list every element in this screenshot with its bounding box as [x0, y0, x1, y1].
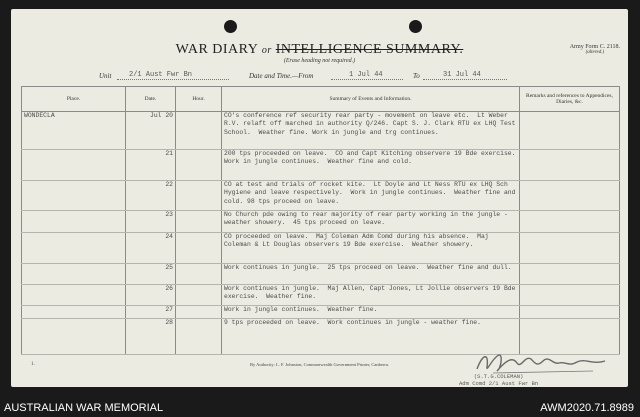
army-form-id	[570, 44, 620, 55]
to-line	[423, 79, 507, 80]
cell-hour	[176, 211, 222, 233]
col-date: Date.	[126, 87, 176, 112]
col-remarks: Remarks and references to Appendices, Diaries, &c.	[520, 87, 620, 112]
cell-remarks	[520, 285, 620, 306]
to-value: 31 Jul 44	[443, 71, 481, 79]
cell-date: 27	[126, 306, 176, 319]
cell-place	[22, 264, 126, 285]
cell-hour	[176, 181, 222, 211]
printer-credit: By Authority: L. F. Johnston, Commonwealth Government Printer, Canberra.	[249, 362, 390, 367]
cell-hour	[176, 285, 222, 306]
cell-place	[22, 285, 126, 306]
cell-place	[22, 211, 126, 233]
table-row	[22, 264, 620, 285]
cell-date: Jul 20	[126, 112, 176, 150]
table-row	[22, 150, 620, 181]
cell-remarks	[520, 233, 620, 264]
table-row	[22, 306, 620, 319]
col-place: Place.	[22, 87, 126, 112]
cell-summary: Work in jungle continues. Weather fine.	[222, 306, 520, 319]
signature-block	[459, 373, 538, 387]
table-row	[22, 112, 620, 150]
cell-hour	[176, 306, 222, 319]
table-header-row	[22, 87, 620, 112]
punch-hole	[409, 20, 422, 33]
cell-summary: No Church pde owing to rear majority of rear party working in the jungle - weather showery. 45 tps proceed on leave.	[222, 211, 520, 233]
signatory-name: (S.T.G.COLEMAN)	[473, 373, 524, 380]
archive-caption: AUSTRALIAN WAR MEMORIAL	[4, 402, 164, 414]
cell-summary: CO at test and trials of rocket kite. Lt Doyle and Lt Ness RTU ex LHQ Sch Hygiene and leave respectively. Work in jungle continues. Weather fine and cold. 98 tps proceed on leave.	[222, 181, 520, 211]
cell-remarks	[520, 112, 620, 150]
col-summary: Summary of Events and Information.	[222, 87, 520, 112]
table-row	[22, 211, 620, 233]
cell-date: 28	[126, 319, 176, 355]
title-or: or	[261, 45, 272, 56]
cell-summary: Work continues in jungle. Maj Allen, Capt Jones, Lt Jollie observers 19 Bde exercise. Weather fine.	[222, 285, 520, 306]
col-hour: Hour.	[176, 87, 222, 112]
cell-place: WONDECLA	[22, 112, 126, 150]
table-row	[22, 233, 620, 264]
cell-date: 26	[126, 285, 176, 306]
cell-date: 21	[126, 150, 176, 181]
archive-id: AWM2020.71.8989	[540, 402, 634, 414]
cell-remarks	[520, 306, 620, 319]
unit-value: 2/1 Aust Fwr Bn	[129, 71, 193, 79]
form-subtitle: (Erase heading not required.)	[283, 58, 356, 64]
form-id-sub: (altered.)	[585, 50, 605, 55]
cell-hour	[176, 112, 222, 150]
form-id-label: Army Form C. 2118.	[569, 44, 620, 50]
cell-hour	[176, 150, 222, 181]
page-mark: 1.	[31, 362, 35, 367]
signatory-title: Adm Comd 2/1 Aust Fwr Bn	[459, 380, 539, 387]
cell-place	[22, 319, 126, 355]
date-label: Date and Time.—From	[249, 72, 314, 80]
table-row	[22, 285, 620, 306]
cell-summary: CO's conference ref security rear party - movement on leave etc. Lt Weber R.V. relaft off marched in authority Q/246. Capt S. J. Clark RTU ex LHQ Test School. Weather fine. Work in jungle and trg continues.	[222, 112, 520, 150]
cell-hour	[176, 264, 222, 285]
cell-hour	[176, 319, 222, 355]
cell-date: 25	[126, 264, 176, 285]
punch-hole	[224, 20, 237, 33]
cell-summary: 9 tps proceeded on leave. Work continues in jungle - weather fine.	[222, 319, 520, 355]
cell-place	[22, 181, 126, 211]
cell-hour	[176, 233, 222, 264]
unit-line	[117, 79, 229, 80]
form-title	[11, 42, 628, 58]
cell-remarks	[520, 264, 620, 285]
cell-place	[22, 306, 126, 319]
title-main: WAR DIARY	[175, 42, 258, 57]
cell-place	[22, 150, 126, 181]
cell-date: 22	[126, 181, 176, 211]
from-line	[331, 79, 403, 80]
cell-summary: Work continues in jungle. 25 tps proceed on leave. Weather fine and dull.	[222, 264, 520, 285]
table-row	[22, 181, 620, 211]
diary-sheet	[11, 9, 628, 387]
cell-place	[22, 233, 126, 264]
unit-label: Unit	[99, 72, 112, 80]
title-struck: INTELLIGENCE SUMMARY.	[275, 42, 464, 57]
cell-date: 23	[126, 211, 176, 233]
diary-table	[21, 86, 620, 355]
cell-remarks	[520, 181, 620, 211]
cell-summary: 200 tps proceeded on leave. CO and Capt Kitching observere 19 Bde exercise. Work in jungle continues. Weather fine and cold.	[222, 150, 520, 181]
cell-remarks	[520, 211, 620, 233]
cell-remarks	[520, 150, 620, 181]
to-label: To	[413, 72, 420, 80]
from-value: 1 Jul 44	[349, 71, 383, 79]
cell-summary: CO proceeded on leave. Maj Coleman Adm Comd during his absence. Maj Coleman & Lt Douglas observers 19 Bde exercise. Weather showery.	[222, 233, 520, 264]
cell-date: 24	[126, 233, 176, 264]
